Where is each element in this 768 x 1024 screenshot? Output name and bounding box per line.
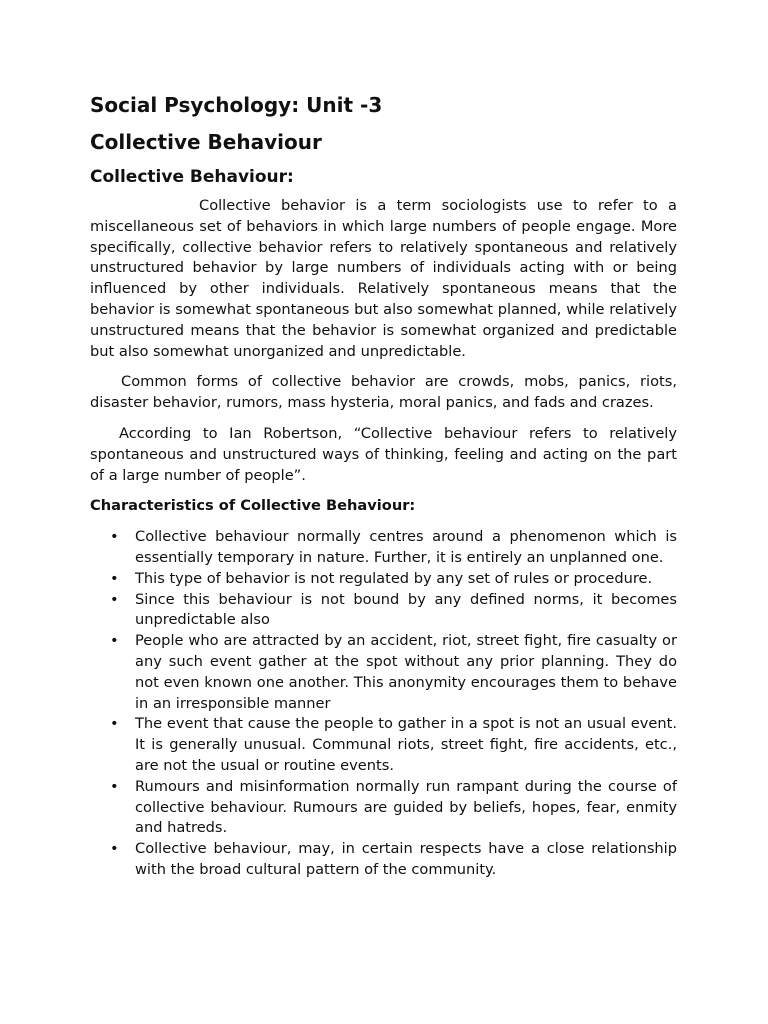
document-subtitle: Collective Behaviour — [90, 130, 322, 154]
bullet-icon: • — [110, 590, 119, 608]
paragraph-definition: Collective behavior is a term sociologists use to refer to a miscellaneous set of behaviors in which large numbers of people engage. More specifically, collective behavior refers to relatively spontaneous and relatively unstructured behavior by large numbers of individuals acting with or being influenced by other individuals. Relatively spontaneous means that the behavior is somewhat spontaneous but also somewhat planned, while relatively unstructured means that the behavior is somewhat organized and predictable but also somewhat unorganized and unpredictable. — [90, 197, 677, 360]
list-item — [90, 777, 677, 839]
list-item — [90, 839, 677, 881]
bullet-icon: • — [110, 777, 119, 795]
characteristics-heading: Characteristics of Collective Behaviour: — [90, 497, 416, 515]
characteristics-list — [90, 527, 677, 881]
bullet-icon: • — [110, 715, 119, 733]
list-item — [90, 569, 677, 590]
list-item-text: Collective behaviour normally centres around a phenomenon which is essentially temporary in nature. Further, it is entirely an unplanned one. — [135, 528, 677, 566]
paragraph-common-forms: Common forms of collective behavior are crowds, mobs, panics, riots, disaster behavior, rumors, mass hysteria, moral panics, and fads and crazes. — [90, 373, 677, 412]
bullet-icon: • — [110, 632, 119, 650]
list-item-text: Collective behaviour, may, in certain respects have a close relationship with the broad cultural pattern of the community. — [135, 840, 677, 878]
bullet-icon: • — [110, 569, 119, 587]
document-title: Social Psychology: Unit -3 — [90, 93, 383, 117]
list-item-text: Rumours and misinformation normally run rampant during the course of collective behaviour. Rumours are guided by beliefs, hopes, fear, enmity and hatreds. — [135, 777, 677, 837]
list-item-text: The event that cause the people to gather in a spot is not an usual event. It is generally unusual. Communal riots, street fight, fire accidents, etc., are not the usual or routine events. — [135, 715, 677, 774]
list-item — [90, 527, 677, 569]
document-page — [90, 92, 677, 881]
section-heading: Collective Behaviour: — [90, 167, 294, 187]
bullet-icon: • — [110, 528, 119, 546]
list-item — [90, 590, 677, 632]
paragraph-robertson-quote: According to Ian Robertson, “Collective behaviour refers to relatively spontaneous and unstructured ways of thinking, feeling and acting on the part of a large number of people”. — [90, 424, 677, 484]
list-item — [90, 631, 677, 714]
list-item-text: People who are attracted by an accident, riot, street fight, fire casualty or any such event gather at the spot without any prior planning. They do not even known one another. This anonymity encourages them to behave in an irresponsible manner — [135, 632, 677, 712]
list-item-text: Since this behaviour is not bound by any defined norms, it becomes unpredictable also — [135, 590, 677, 629]
list-item — [90, 714, 677, 776]
bullet-icon: • — [110, 840, 119, 858]
list-item-text: This type of behavior is not regulated by any set of rules or procedure. — [135, 569, 653, 587]
